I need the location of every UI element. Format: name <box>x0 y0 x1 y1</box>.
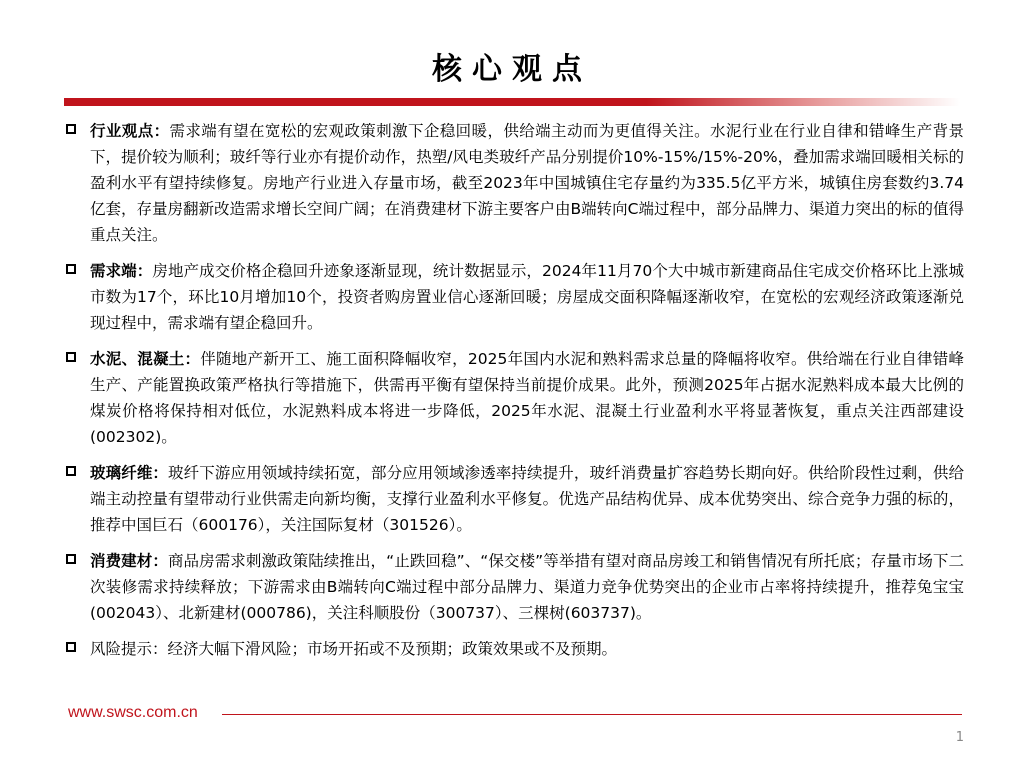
square-bullet-icon <box>66 352 76 362</box>
bullet-demand <box>64 258 964 336</box>
bullet-paragraph <box>90 636 964 662</box>
bullet-text: 玻纤下游应用领域持续拓宽，部分应用领域渗透率持续提升，玻纤消费量扩容趋势长期向好。供给阶段性过剩，供给端主动控量有望带动行业供需走向新均衡，支撑行业盈利水平修复。优选产品结构优异、成本优势突出、综合竞争力强的标的，推荐中国巨石（600176），关注国际复材（301526）。 <box>90 464 964 534</box>
bullet-text: 风险提示：经济大幅下滑风险；市场开拓或不及预期；政策效果或不及预期。 <box>90 640 618 658</box>
bullet-paragraph <box>90 460 964 538</box>
bullet-glass-fiber <box>64 460 964 538</box>
square-bullet-icon <box>66 124 76 134</box>
bullet-lead: 玻璃纤维： <box>90 464 169 482</box>
bullet-industry <box>64 118 964 248</box>
bullet-cement <box>64 346 964 450</box>
footer-divider <box>222 714 962 715</box>
page-number: 1 <box>955 730 964 745</box>
bullet-consumer-building-materials <box>64 548 964 626</box>
square-bullet-icon <box>66 264 76 274</box>
bullet-text: 商品房需求刺激政策陆续推出，“止跌回稳”、“保交楼”等举措有望对商品房竣工和销售情况有所托底；存量市场下二次装修需求持续释放；下游需求由B端转向C端过程中部分品牌力、渠道力竞争优势突出的企业市占率将持续提升，推荐兔宝宝(002043）、北新建材(000786)，关注科顺股份（300737）、三棵树(603737)。 <box>90 552 964 622</box>
bullet-lead: 消费建材： <box>90 552 168 570</box>
bullet-paragraph <box>90 258 964 336</box>
square-bullet-icon <box>66 554 76 564</box>
bullet-paragraph <box>90 346 964 450</box>
bullet-lead: 水泥、混凝土： <box>90 350 201 368</box>
bullet-text: 房地产成交价格企稳回升迹象逐渐显现，统计数据显示，2024年11月70个大中城市新建商品住宅成交价格环比上涨城市数为17个，环比10月增加10个，投资者购房置业信心逐渐回暖；房屋成交面积降幅逐渐收窄，在宽松的宏观经济政策逐渐兑现过程中，需求端有望企稳回升。 <box>90 262 964 332</box>
bullet-text: 伴随地产新开工、施工面积降幅收窄，2025年国内水泥和熟料需求总量的降幅将收窄。供给端在行业自律错峰生产、产能置换政策严格执行等措施下，供需再平衡有望保持当前提价成果。此外，预测2025年占据水泥熟料成本最大比例的煤炭价格将保持相对低位，水泥熟料成本将进一步降低，2025年水泥、混凝土行业盈利水平将显著恢复，重点关注西部建设(002302)。 <box>90 350 964 446</box>
footer-website-link[interactable]: www.swsc.com.cn <box>68 704 198 721</box>
bullet-text: 需求端有望在宽松的宏观政策刺激下企稳回暖，供给端主动而为更值得关注。水泥行业在行业自律和错峰生产背景下，提价较为顺利；玻纤等行业亦有提价动作，热塑/风电类玻纤产品分别提价10%-15%/15%-20%，叠加需求端回暖相关标的盈利水平有望持续修复。房地产行业进入存量市场，截至2023年中国城镇住宅存量约为335.5亿平方米，城镇住房套数约3.74亿套，存量房翻新改造需求增长空间广阔；在消费建材下游主要客户由B端转向C端过程中，部分品牌力、渠道力突出的标的值得重点关注。 <box>90 122 964 244</box>
bullet-lead: 需求端： <box>90 262 153 280</box>
bullet-lead: 行业观点： <box>90 122 170 140</box>
bullet-paragraph <box>90 118 964 248</box>
square-bullet-icon <box>66 466 76 476</box>
page-title: 核心观点 <box>432 52 592 87</box>
title-divider <box>64 98 960 106</box>
bullet-paragraph <box>90 548 964 626</box>
bullet-risk <box>64 636 964 662</box>
square-bullet-icon <box>66 642 76 652</box>
content-body <box>64 118 964 672</box>
